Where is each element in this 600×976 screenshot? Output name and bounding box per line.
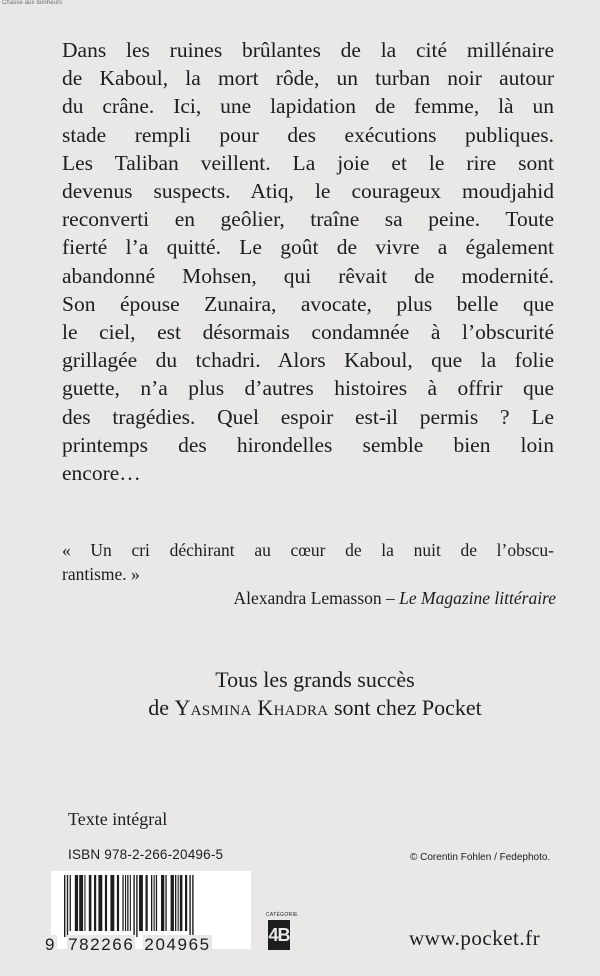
promo-line-1: Tous les grands succès bbox=[215, 667, 415, 692]
blurb-line: le ciel, est désormais condamnée à l’obscurité bbox=[62, 320, 554, 345]
quote-author: Alexandra Lemasson – bbox=[233, 588, 400, 608]
barcode-bar bbox=[146, 875, 148, 931]
quote-attribution bbox=[62, 586, 556, 610]
edition-note: Texte intégral bbox=[68, 809, 168, 829]
category-badge: 4B bbox=[268, 920, 290, 950]
barcode-bar bbox=[136, 875, 137, 937]
barcode-bar bbox=[75, 875, 78, 931]
barcode-bar bbox=[192, 875, 193, 937]
barcode-bar bbox=[161, 875, 164, 931]
barcode-bar bbox=[178, 875, 179, 931]
barcode-bar bbox=[94, 875, 96, 931]
blurb-line: grillagée du tchadri. Alors Kaboul, que la folie bbox=[62, 348, 554, 373]
photo-credit: © Corentin Fohlen / Fedephoto. bbox=[410, 852, 551, 863]
barcode-digits bbox=[44, 935, 212, 955]
blurb-line: Son épouse Zunaira, avocate, plus belle que bbox=[62, 291, 554, 316]
category-label: CATÉGORIE bbox=[266, 912, 298, 918]
quote-source: Le Magazine littéraire bbox=[399, 588, 556, 608]
watermark-text: Chasse aux bonheurs bbox=[2, 0, 63, 6]
promo-text bbox=[0, 666, 600, 722]
blurb-line: encore… bbox=[62, 461, 141, 486]
barcode-bar bbox=[125, 875, 126, 931]
blurb-line: des tragédies. Quel espoir est-il permis ? Le bbox=[62, 404, 554, 429]
barcode-bar bbox=[175, 875, 176, 931]
blurb-line: fierté l’a quitté. Le goût de vivre a également bbox=[62, 235, 554, 260]
barcode-bar bbox=[185, 875, 187, 931]
blurb-line: printemps des hirondelles semble bien loin bbox=[62, 432, 554, 457]
barcode-bar bbox=[154, 875, 155, 931]
barcode-bar bbox=[180, 875, 183, 931]
barcode-bar bbox=[171, 875, 174, 931]
barcode-digits-left: 782266 bbox=[68, 935, 135, 954]
blurb-line: Dans les ruines brûlantes de la cité millénaire bbox=[62, 38, 554, 62]
barcode-bar bbox=[139, 875, 143, 931]
barcode-digit-lead: 9 bbox=[45, 935, 57, 954]
blurb-line: abandonné Mohsen, qui rêvait de modernité. bbox=[62, 263, 554, 288]
blurb-line: de Kaboul, la mort rôde, un turban noir autour bbox=[62, 66, 554, 91]
barcode-bar bbox=[127, 875, 128, 931]
barcode-bar bbox=[151, 875, 152, 931]
blurb-line: guette, n’a plus d’autres histoires à offrir que bbox=[62, 376, 554, 401]
blurb-line: Les Taliban veillent. La joie et le rire sont bbox=[62, 150, 554, 175]
barcode-bar bbox=[67, 875, 68, 937]
quote-line-2: rantisme. » bbox=[62, 564, 140, 584]
barcode-bars bbox=[64, 875, 240, 937]
blurb-line: reconverti en geôlier, traîne sa peine. Toute bbox=[62, 207, 554, 232]
barcode-bar bbox=[189, 875, 190, 937]
press-quote bbox=[62, 538, 554, 610]
barcode-bar bbox=[79, 875, 83, 931]
quote-line-1: « Un cri déchirant au cœur de la nuit de l’obscu- bbox=[62, 540, 554, 560]
barcode-bar bbox=[133, 875, 134, 937]
promo-prefix: de bbox=[148, 695, 175, 720]
barcode-bar bbox=[89, 875, 92, 931]
blurb-paragraph bbox=[62, 36, 554, 487]
blurb-line: devenus suspects. Atiq, le courageux moudjahid bbox=[62, 179, 554, 204]
promo-author: Yasmina Khadra bbox=[174, 695, 329, 720]
barcode-bar bbox=[64, 875, 65, 937]
barcode-digits-right: 204965 bbox=[144, 935, 211, 954]
blurb-line: du crâne. Ici, une lapidation de femme, là un bbox=[62, 94, 554, 119]
barcode-bar bbox=[117, 875, 119, 931]
publisher-url: www.pocket.fr bbox=[409, 926, 541, 950]
isbn-text: ISBN 978-2-266-20496-5 bbox=[68, 847, 224, 862]
barcode-bar bbox=[156, 875, 157, 931]
promo-line-2 bbox=[0, 694, 600, 722]
barcode-bar bbox=[105, 875, 107, 931]
barcode-bar bbox=[165, 875, 166, 931]
barcode-bar bbox=[84, 875, 85, 931]
blurb-line: stade rempli pour des exécutions publiques. bbox=[62, 122, 554, 147]
barcode-bar bbox=[110, 875, 114, 931]
promo-suffix: sont chez Pocket bbox=[328, 695, 482, 720]
barcode-bar bbox=[122, 875, 123, 931]
barcode-bar bbox=[70, 875, 71, 931]
barcode-bar bbox=[98, 875, 102, 931]
barcode-bar bbox=[130, 875, 131, 931]
